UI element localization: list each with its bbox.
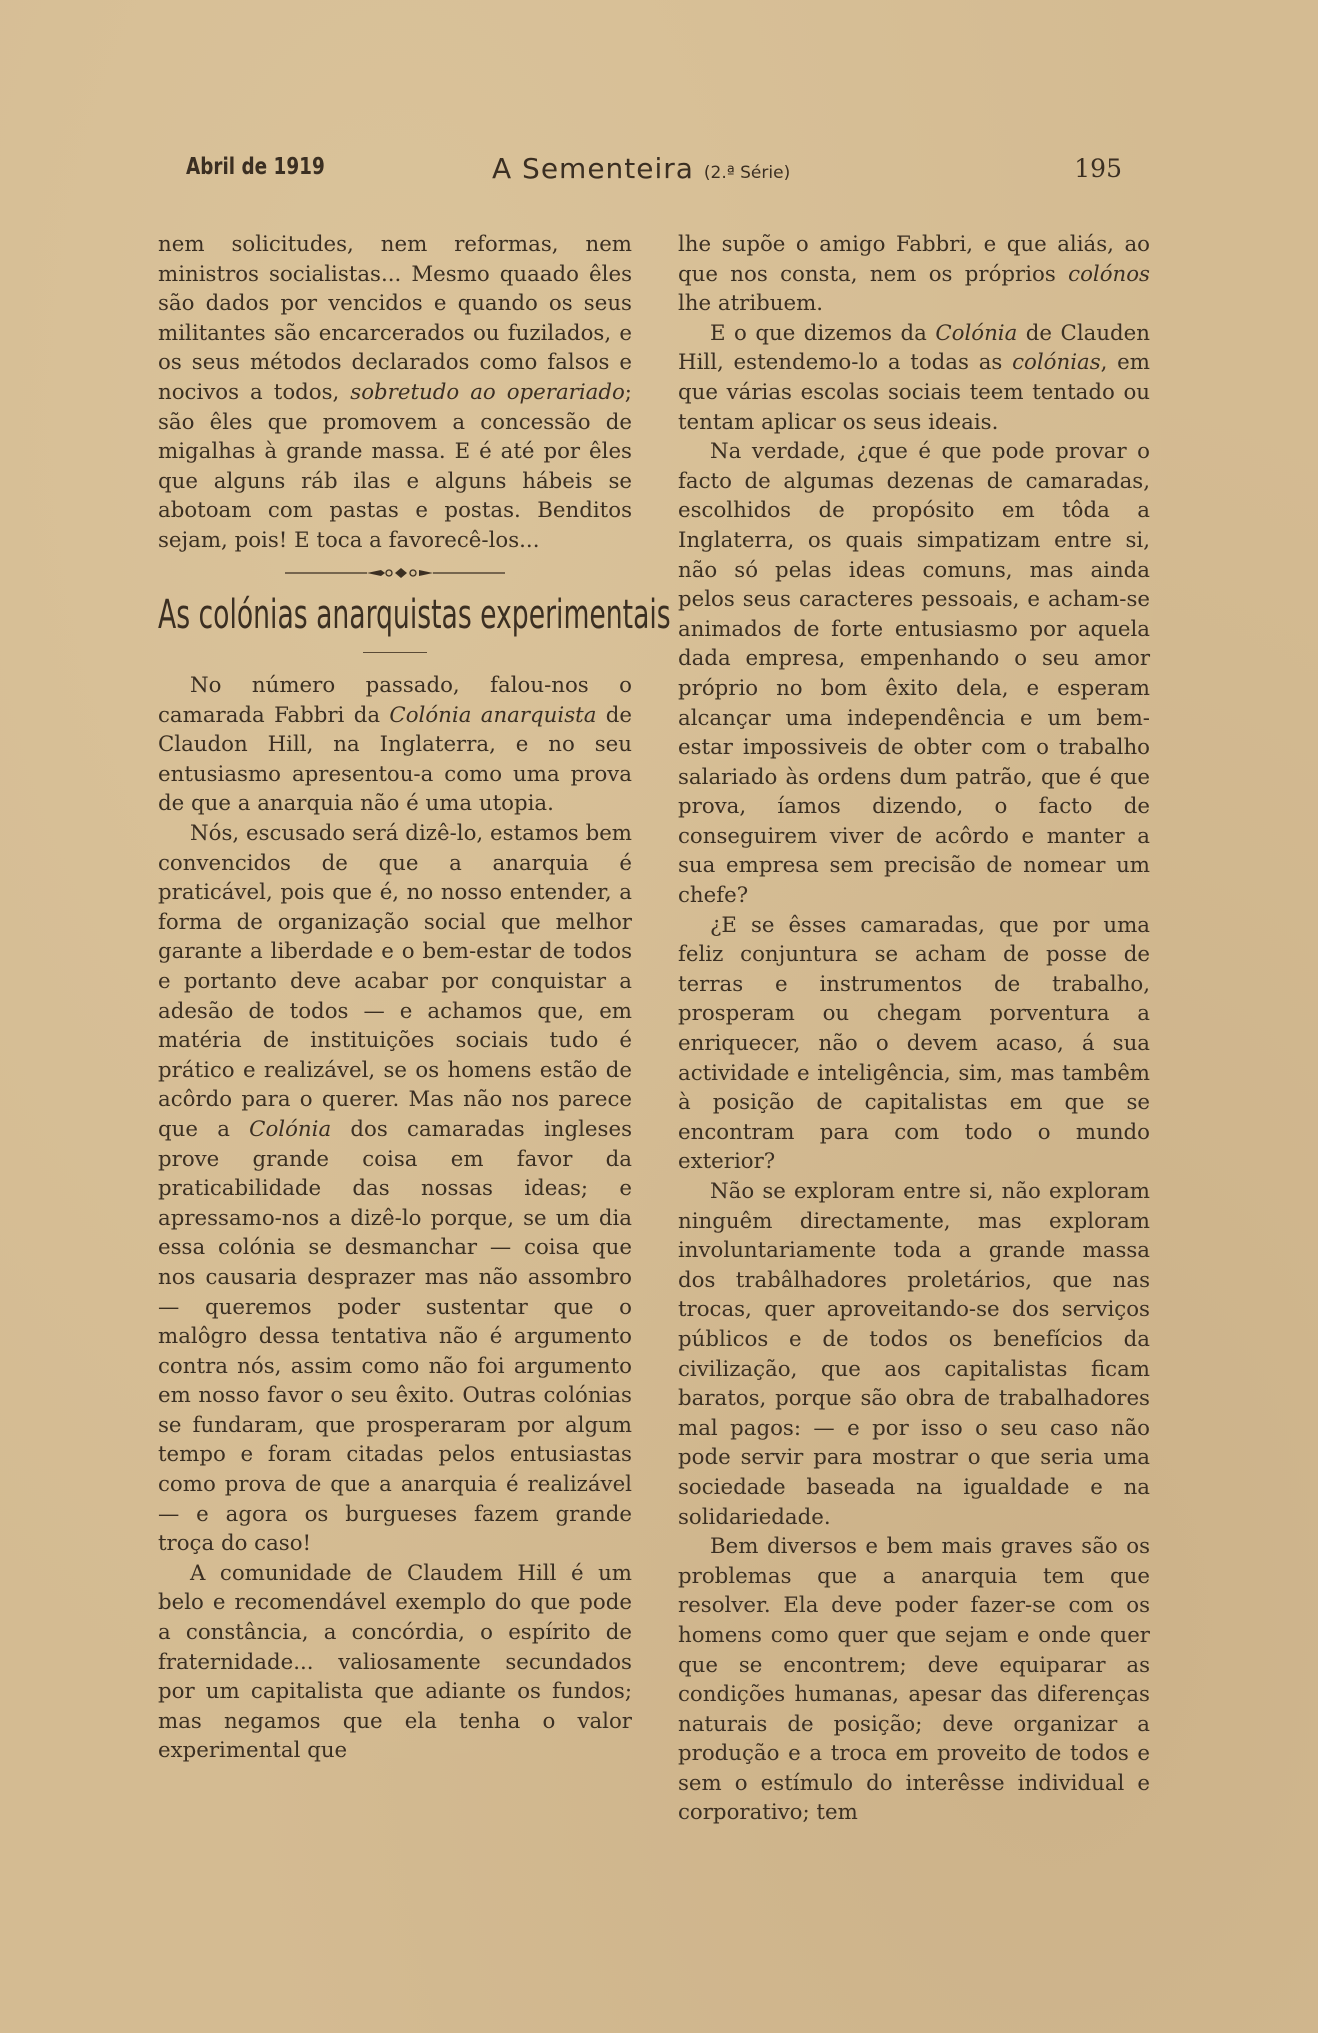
right-paragraph-1 — [678, 230, 1150, 319]
text-run: Nós, escusado será dizê-lo, estamos bem convencidos de que a anarquia é praticável, pois que é, no nosso entender, a forma de organização social que melhor garante a liberdade e o bem-estar de todos e portanto deve acabar por conquistar a adesão de todos — e achamos que, em matéria de instituições sociais tudo é prático e realizável, se os homens estão de acôrdo para o querer. Mas não nos parece que a — [158, 821, 632, 1142]
right-paragraph-6 — [678, 1532, 1150, 1828]
text-run: Bem diversos e bem mais graves são os problemas que a anarquia tem que resolver. Ela deve poder fazer-se com os homens como quer que sejam e onde quer que se encontrem; deve equiparar as condições humanas, apesar das diferenças naturais de posição; deve organizar a produção e a troca em proveito de todos e sem o estímulo do interêsse individual e corporativo; tem — [678, 1534, 1150, 1826]
text-run: A comunidade de Claudem Hill é um belo e recomendável exemplo do que pode a constância, a concórdia, o espírito de fraternidade... valiosamente secundados por um capitalista que adiante os fundos; mas negamos que ela tenha o valor experimental que — [158, 1560, 632, 1764]
text-run: Não se exploram entre si, não exploram ninguêm directamente, mas exploram involuntariamente toda a grande massa dos trabâlhadores proletários, que nas trocas, quer aproveitando-se dos serviços públicos e de todos os benefícios da civilização, que aos capitalistas ficam baratos, porque são obra de trabalhadores mal pagos: — e por isso o seu caso não pode servir para mostrar o que seria uma sociedade baseada na igualdade e na solidariedade. — [678, 1179, 1150, 1530]
italic-run: Colónia — [249, 1116, 332, 1142]
text-run: ¿E se êsses camaradas, que por uma feliz conjuntura se acham de posse de terras e instrumentos de trabalho, prosperam ou chegam porventura a enriquecer, não o devem acaso, á sua actividade e inteligência, sim, mas tambêm à posição de capitalistas em que se encontram para com todo o mundo exterior? — [678, 912, 1150, 1175]
text-run: de Claudon Hill, na Inglaterra, e no seu entusiasmo apresentou-a como uma prova de que a anarquia não é uma utopia. — [158, 702, 632, 817]
italic-run: Colónia anarquista — [389, 702, 597, 728]
text-run: E o que dizemos da — [710, 320, 936, 346]
left-column — [158, 230, 671, 1766]
headline-rule — [363, 652, 427, 654]
text-run: ; são êles que promovem a concessão de migalhas à grande massa. E é até por êles que alguns ráb ilas e alguns hábeis se abotoam com pastas e postas. Benditos sejam, pois! E toca a favorecê-los... — [158, 379, 632, 553]
right-paragraph-4 — [678, 911, 1150, 1177]
article-paragraph-3 — [158, 1559, 632, 1766]
text-run: dos camaradas ingleses prove grande coisa em favor da praticabilidade das nossas ideas; e apressamo-nos a dizê-lo porque, se um dia essa colónia se desmanchar — coisa que nos causaria desprazer mas não assombro — queremos poder sustentar que o malôgro dessa tentativa não é argumento contra nós, assim como não foi argumento em nosso favor o seu êxito. Outras colónias se fundaram, que prosperaram por algum tempo e foram citadas pelos entusiastas como prova de que a anarquia é realizável — e agora os burgueses fazem grande troça do caso! — [158, 1116, 632, 1557]
right-paragraph-3 — [678, 437, 1150, 911]
journal-name: A Sementeira — [492, 152, 694, 185]
text-run: lhe atribuem. — [678, 291, 824, 317]
page-number: 195 — [1074, 154, 1122, 183]
italic-run: colónias — [1012, 350, 1101, 376]
right-paragraph-5 — [678, 1177, 1150, 1532]
text-run: , em que várias escolas sociais teem tentado ou tentam aplicar os seus ideais. — [678, 350, 1150, 435]
intro-paragraph — [158, 230, 632, 556]
text-run: nem solicitudes, nem reformas, nem ministros socialistas... Mesmo quaado êles são dados por vencidos e quando os seus militantes são encarcerados ou fuzilados, e os seus métodos declarados como falsos e nocivos a todos, — [158, 232, 632, 405]
text-run: Na verdade, ¿que é que pode provar o facto de algumas dezenas de camaradas, escolhidos de propósito em tôda a Inglaterra, os quais simpatizam entre si, não só pelas ideas comuns, mas ainda pelos seus caracteres pessoais, e acham-se animados de forte entusiasmo por aquela dada empresa, empenhando o seu amor próprio no bom êxito dela, e esperam alcançar uma independência e um bem-estar impossiveis de obter com o trabalho salariado às ordens dum patrão, que é que prova, íamos dizendo, o facto de conseguirem viver de acôrdo e manter a sua empresa sem precisão de nomear um chefe? — [678, 439, 1150, 909]
text-run: lhe supõe o amigo Fabbri, e que aliás, ao que nos consta, nem os próprios — [678, 232, 1150, 287]
page-header — [186, 152, 1122, 188]
text-run: de Clauden Hill, estendemo-lo a todas as — [678, 320, 1151, 376]
italic-run: colónos — [1068, 261, 1150, 287]
section-divider-ornament — [158, 560, 632, 586]
series-label: (2.ª Série) — [703, 163, 791, 183]
journal-title — [492, 152, 790, 185]
article-paragraph-2 — [158, 819, 632, 1559]
right-column — [678, 230, 1150, 1828]
article-headline: As colónias anarquistas experimentais — [158, 591, 671, 638]
right-paragraph-2 — [678, 319, 1150, 437]
text-run: No número passado, falou-nos o camarada Fabbri da — [158, 673, 632, 728]
article-paragraph-1 — [158, 671, 632, 819]
italic-run: sobretudo ao operariado — [350, 379, 625, 405]
issue-date: Abril de 1919 — [186, 154, 325, 180]
italic-run: Colónia — [935, 320, 1018, 346]
